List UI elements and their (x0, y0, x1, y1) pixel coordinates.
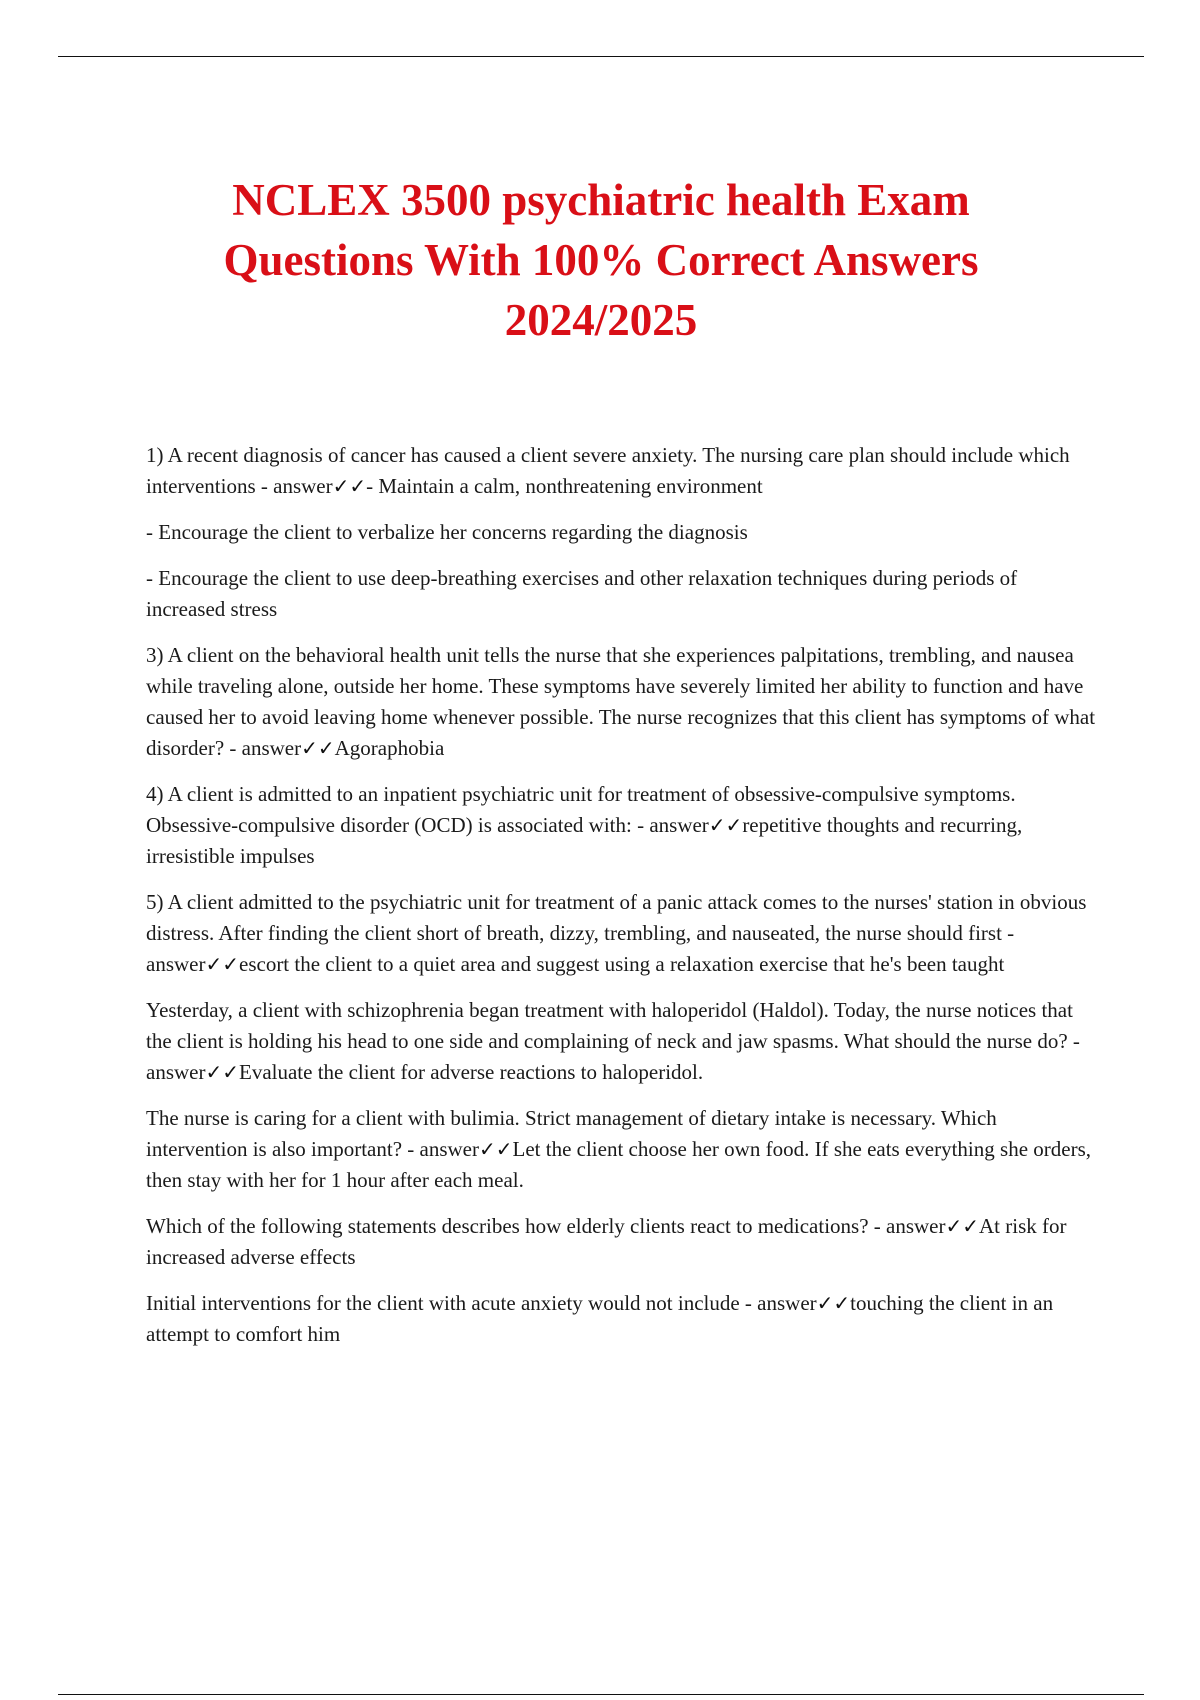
question-paragraph (146, 517, 1096, 548)
checkmark-icon: ✓✓ (945, 1214, 980, 1238)
question-paragraph (146, 640, 1096, 764)
answer-text: - Encourage the client to verbalize her concerns regarding the diagnosis (146, 520, 748, 544)
question-text: Which of the following statements describes how elderly clients react to medications? - answer (146, 1214, 946, 1238)
checkmark-icon: ✓✓ (205, 1060, 239, 1084)
question-paragraph (146, 887, 1096, 980)
answer-text: Agoraphobia (334, 736, 445, 760)
document-title (120, 170, 1082, 350)
checkmark-icon: ✓✓ (301, 736, 335, 760)
answer-text: - Maintain a calm, nonthreatening environment (366, 474, 763, 498)
checkmark-icon: ✓✓ (708, 813, 743, 837)
question-text: 3) A client on the behavioral health unit tells the nurse that she experiences palpitations, trembling, and nausea while traveling alone, outside her home. These symptoms have severely limited her ability to function and have caused her to avoid leaving home whenever possible. The nurse recognizes that this client has symptoms of what disorder? - answer (146, 643, 1096, 760)
answer-text: touching the client in an attempt to comfort him (146, 1291, 1054, 1346)
question-paragraph (146, 440, 1096, 502)
answer-text: Evaluate the client for adverse reactions to haloperidol. (239, 1060, 704, 1084)
bottom-rule (58, 1694, 1144, 1695)
question-text: Initial interventions for the client with acute anxiety would not include - answer (146, 1291, 817, 1315)
question-paragraph (146, 1288, 1096, 1350)
checkmark-icon: ✓✓ (205, 952, 239, 976)
answer-text: escort the client to a quiet area and suggest using a relaxation exercise that he's been taught (239, 952, 1005, 976)
question-list (146, 440, 1096, 1365)
question-paragraph (146, 995, 1096, 1088)
title-line: NCLEX 3500 psychiatric health Exam (232, 175, 970, 225)
question-text: 5) A client admitted to the psychiatric unit for treatment of a panic attack comes to the nurses' station in obvious distress. After finding the client short of breath, dizzy, trembling, and nauseated, the nurse should first - answer (146, 890, 1087, 976)
checkmark-icon: ✓✓ (479, 1137, 513, 1161)
answer-text: - Encourage the client to use deep-breathing exercises and other relaxation techniques during periods of increased stress (146, 566, 1018, 621)
answer-text: Let the client choose her own food. If she eats everything she orders, then stay with her for 1 hour after each meal. (146, 1137, 1091, 1192)
question-paragraph (146, 1211, 1096, 1273)
question-paragraph (146, 563, 1096, 625)
title-line: Questions With 100% Correct Answers (223, 235, 979, 285)
question-text: Yesterday, a client with schizophrenia began treatment with haloperidol (Haldol). Today, the nurse notices that the client is holding his head to one side and complaining of neck and jaw spasms. What should the nurse do? - answer (146, 998, 1080, 1084)
question-text: 1) A recent diagnosis of cancer has caused a client severe anxiety. The nursing care plan should include which interventions - answer (146, 443, 1070, 498)
top-rule (58, 56, 1144, 57)
title-line: 2024/2025 (504, 295, 698, 345)
answer-text: repetitive thoughts and recurring, irresistible impulses (146, 813, 1023, 868)
question-text: The nurse is caring for a client with bulimia. Strict management of dietary intake is necessary. Which intervention is also important? - answer (146, 1106, 997, 1161)
question-paragraph (146, 1103, 1096, 1196)
answer-text: At risk for increased adverse effects (146, 1214, 1067, 1269)
question-text: 4) A client is admitted to an inpatient psychiatric unit for treatment of obsessive-compulsive symptoms. Obsessive-compulsive disorder (OCD) is associated with: - answer (146, 782, 1016, 837)
question-paragraph (146, 779, 1096, 872)
checkmark-icon: ✓✓ (332, 474, 367, 498)
checkmark-icon: ✓✓ (816, 1291, 851, 1315)
